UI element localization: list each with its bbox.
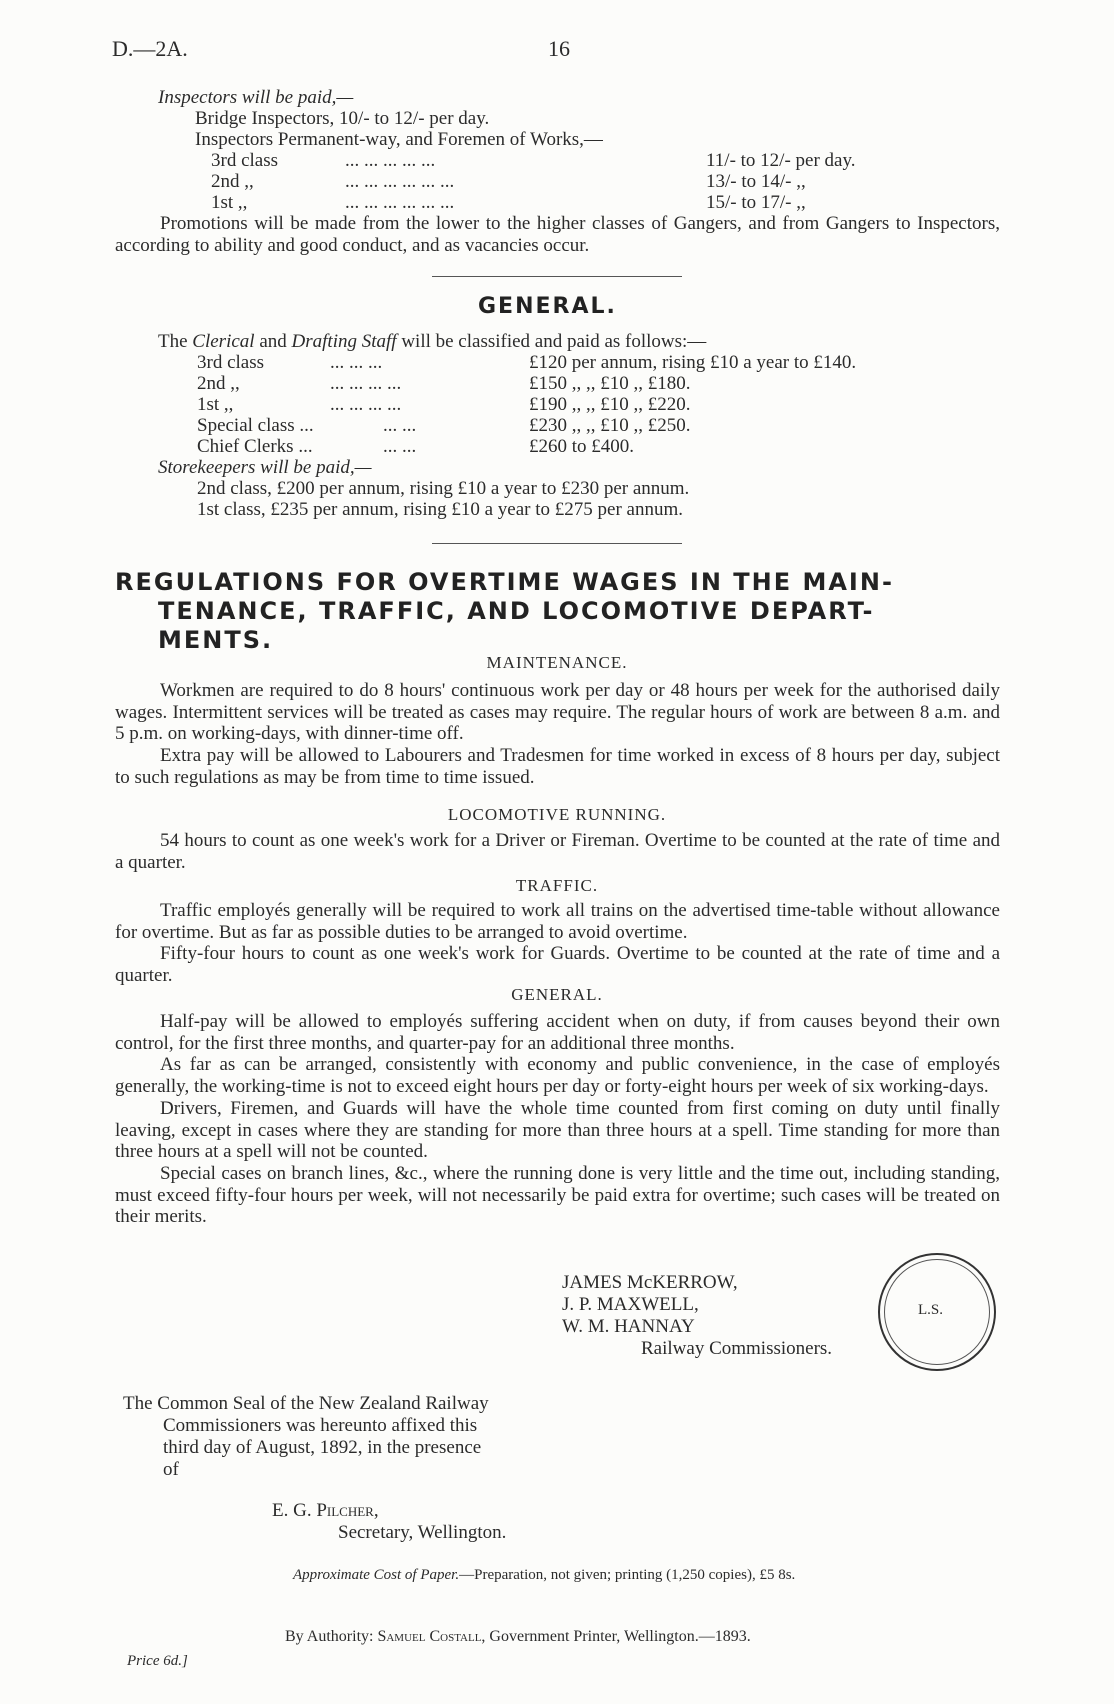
locomotive-paragraphs [115,830,1000,873]
paragraph: Traffic employés generally will be required to work all trains on the advertised time-table without allowance for overtime. But as far as possible duties to be arranged to avoid overtime. [115,900,1000,943]
authority-suffix: , Government Printer, Wellington.—1893. [481,1628,751,1645]
paragraph: 54 hours to count as one week's work for a Driver or Fireman. Overtime to be counted at the rate of time and a quarter. [115,830,1000,873]
authority-line [285,1628,751,1646]
leader-dots: ... ... ... ... ... ... [345,171,455,192]
price-note: Price 6d.] [127,1653,188,1669]
general-regulations-paragraphs [115,1011,1000,1228]
signatory-name: J. P. MAXWELL, [562,1294,699,1315]
maintenance-heading: MAINTENANCE. [486,653,628,672]
paragraph: Half-pay will be allowed to employés suffering accident when on duty, if from causes beyond their own control, for the first three months, and quarter-pay for an additional three months. [115,1011,1000,1054]
promotions-paragraph [115,213,1000,256]
rate-value: 13/- to 14/- ,, [706,171,806,192]
general-regulations-heading: GENERAL. [511,985,603,1004]
traffic-paragraphs [115,900,1000,987]
regulations-title-line: REGULATIONS FOR OVERTIME WAGES IN THE MAIN- [115,568,894,596]
paragraph: Drivers, Firemen, and Guards will have the whole time counted from first coming on duty until finally leaving, except in cases where they are standing for more than three hours at a spell. Time standing for more than three hours at a spell will not be counted. [115,1097,1000,1163]
leader-dots: ... ... ... ... ... ... [345,192,455,213]
regulations-title-line: TENANCE, TRAFFIC, AND LOCOMOTIVE DEPART- [158,597,875,625]
intro-clerical: Clerical [192,331,255,352]
storekeepers-line: 2nd class, £200 per annum, rising £10 a year to £230 per annum. [197,478,690,499]
class-label: Chief Clerks ... [197,436,313,457]
document-reference: D.—2A. [112,36,188,61]
inspectors-intro: Inspectors will be paid,— [158,87,354,108]
intro-text: The [158,331,193,352]
intro-text: will be classified and paid as follows:— [396,331,707,352]
class-label: Special class ... [197,415,314,436]
leader-dots: ... ... ... ... ... [345,150,436,171]
salary-value: £230 ,, ,, £10 ,, £250. [529,415,691,436]
signatory-name: W. M. HANNAY [562,1316,695,1337]
section-divider [432,276,682,277]
salary-value: £190 ,, ,, £10 ,, £220. [529,394,691,415]
signatories-title: Railway Commissioners. [641,1338,833,1359]
intro-drafting-staff: Drafting Staff [291,331,397,352]
rate-value: 15/- to 17/- ,, [706,192,806,213]
cost-label: Approximate Cost of Paper. [293,1567,460,1583]
salary-value: £120 per annum, rising £10 a year to £140. [529,352,857,373]
seal-statement-line: of [163,1459,179,1480]
class-label: 1st ,, [197,394,234,415]
paragraph: Extra pay will be allowed to Labourers and Tradesmen for time worked in excess of 8 hours per day, subject to such regulations as may be from time to time issued. [115,745,1000,788]
paragraph: Workmen are required to do 8 hours' continuous work per day or 48 hours per week for the authorised daily wages. Intermittent services will be treated as cases may require. The regular hours of work are between 8 a.m. and 5 p.m. on working-days, with dinner-time off. [115,680,1000,745]
seal-statement-line: Commissioners was hereunto affixed this [163,1415,478,1436]
promotions-text: Promotions will be made from the lower to the higher classes of Gangers, and from Gangers to Inspectors, according to ability and good conduct, and as vacancies occur. [115,213,1000,256]
storekeepers-line: 1st class, £235 per annum, rising £10 a year to £275 per annum. [197,499,683,520]
signatory-name: JAMES McKERROW, [562,1272,738,1293]
paragraph: Fifty-four hours to count as one week's work for Guards. Overtime to be counted at the rate of time and a quarter. [115,943,1000,987]
cost-text: —Preparation, not given; printing (1,250 copies), £5 8s. [459,1567,796,1583]
permanent-way-line: Inspectors Permanent-way, and Foremen of Works,— [195,129,603,150]
class-label: 2nd ,, [211,171,254,192]
class-label: 1st ,, [211,192,248,213]
intro-text: and [254,331,292,352]
leader-dots: ... ... ... ... [330,394,402,415]
rate-value: 11/- to 12/- per day. [706,150,856,171]
page-number: 16 [548,36,570,61]
class-label: 3rd class [211,150,279,171]
seal-statement-line: third day of August, 1892, in the presence [163,1437,482,1458]
maintenance-paragraphs [115,680,1000,789]
paragraph: Special cases on branch lines, &c., where the running done is very little and the time out, including standing, must exceed fifty-four hours per week, will not necessarily be paid extra for overtime; such cases will be treated on their merits. [115,1162,1000,1228]
seal-label: L.S. [918,1302,944,1318]
cost-of-paper-note [293,1567,795,1584]
general-heading: GENERAL. [478,294,617,319]
storekeepers-intro: Storekeepers will be paid,— [158,457,372,478]
leader-dots: ... ... ... ... [330,373,402,394]
seal-statement-line: The Common Seal of the New Zealand Railway [123,1393,489,1414]
traffic-heading: TRAFFIC. [515,876,599,895]
authority-name: Samuel Costall [377,1628,482,1645]
salary-value: £260 to £400. [529,436,635,457]
seal-circle [878,1253,996,1371]
clerical-intro [158,331,706,352]
witness-name: E. G. Pilcher, [272,1500,379,1521]
section-divider [432,543,682,544]
leader-dots: ... ... ... [330,352,383,373]
bridge-inspectors-line: Bridge Inspectors, 10/- to 12/- per day. [195,108,490,129]
leader-dots: ... ... [383,436,417,457]
leader-dots: ... ... [383,415,417,436]
regulations-title-line: MENTS. [158,626,274,654]
authority-prefix: By Authority: [285,1628,378,1645]
witness-title: Secretary, Wellington. [338,1522,507,1543]
locomotive-heading: LOCOMOTIVE RUNNING. [447,805,667,824]
paragraph: As far as can be arranged, consistently with economy and public convenience, in the case of employés generally, the working-time is not to exceed eight hours per day or forty-eight hours per week of six working-days. [115,1054,1000,1098]
salary-value: £150 ,, ,, £10 ,, £180. [529,373,691,394]
class-label: 3rd class [197,352,265,373]
class-label: 2nd ,, [197,373,240,394]
